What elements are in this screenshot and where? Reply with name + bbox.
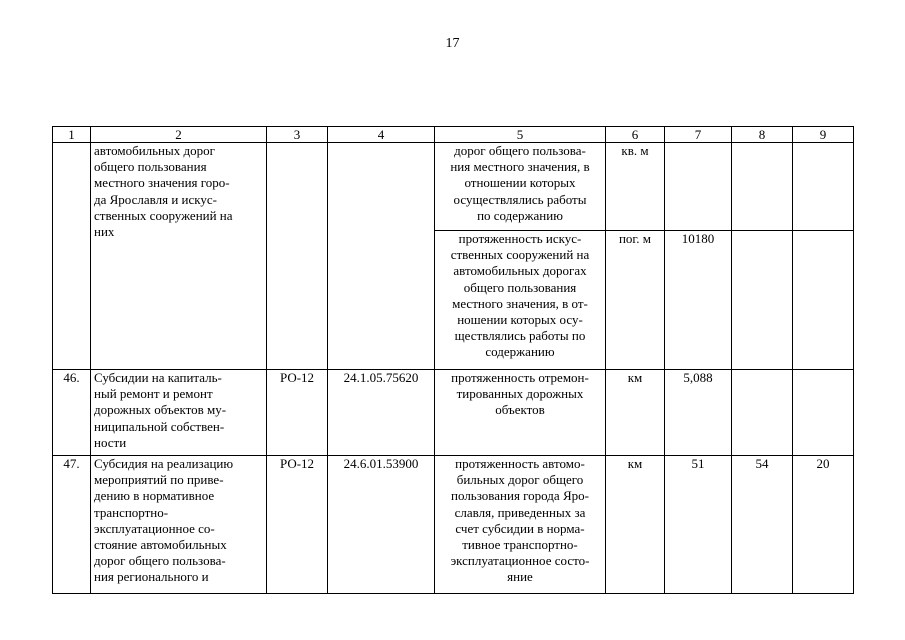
value-cell: 51	[665, 456, 732, 594]
row-number-cell: 46.	[53, 370, 91, 456]
indicator-line: протяженность автомо-	[455, 456, 585, 471]
indicator-line: автомобильных дорогах	[453, 263, 587, 279]
measure-name-line: ности	[94, 434, 127, 450]
budget-code-cell	[328, 143, 435, 370]
measure-name-line: ственных сооружений на	[94, 207, 233, 223]
value-cell	[732, 231, 793, 370]
measure-name-line: эксплуатационное со-	[94, 520, 215, 536]
indicator-line: яние	[507, 569, 533, 585]
indicator-line: протяженность искус-	[458, 231, 582, 246]
header-cell: 8	[732, 127, 793, 143]
indicator-line: ния местного значения, в	[450, 159, 590, 175]
measure-name-line: ния регионального и	[94, 569, 209, 585]
value-cell	[793, 143, 854, 231]
measure-name-line: дению в нормативное	[94, 488, 215, 504]
value-cell: 54	[732, 456, 793, 594]
executor-cell: РО-12	[267, 456, 328, 594]
indicator-line: тированных дорожных	[456, 386, 584, 402]
header-cell: 9	[793, 127, 854, 143]
measure-name-line: транспортно-	[94, 504, 169, 520]
indicator-line: пользования города Яро-	[451, 488, 589, 504]
measure-name-line: Субсидия на реализацию	[94, 456, 234, 471]
header-cell: 7	[665, 127, 732, 143]
value-cell	[732, 143, 793, 231]
measure-name-line: стояние автомобильных	[94, 537, 227, 553]
table-row	[53, 143, 854, 231]
indicator-line: отношении которых	[464, 175, 576, 191]
page-number: 17	[445, 36, 460, 51]
indicator-line: бильных дорог общего	[456, 472, 584, 488]
header-cell: 1	[53, 127, 91, 143]
program-indicators-table	[52, 126, 854, 594]
header-cell: 6	[606, 127, 665, 143]
indicator-line: объектов	[495, 402, 545, 418]
measure-name-line: Субсидии на капиталь-	[94, 370, 222, 385]
table-row	[53, 456, 854, 594]
indicator-line: тивное транспортно-	[462, 537, 578, 553]
indicator-line: общего пользования	[463, 279, 577, 295]
indicator-cell	[435, 231, 606, 370]
value-cell: 5,088	[665, 370, 732, 456]
indicator-line: счет субсидии в норма-	[455, 520, 585, 536]
measure-name-cell	[91, 370, 267, 456]
indicator-line: дорог общего пользова-	[454, 143, 586, 158]
indicator-line: местного значения, в от-	[452, 295, 588, 311]
measure-name-line: ный ремонт и ремонт	[94, 386, 213, 402]
unit-cell: км	[606, 370, 665, 456]
indicator-line: ношении которых осу-	[457, 312, 583, 328]
indicator-cell	[435, 456, 606, 594]
measure-name-line: да Ярославля и искус-	[94, 191, 218, 207]
indicator-line: по содержанию	[477, 207, 563, 223]
header-cell: 4	[328, 127, 435, 143]
value-cell: 10180	[665, 231, 732, 370]
indicator-line: содержанию	[485, 344, 555, 360]
indicator-cell	[435, 143, 606, 231]
indicator-line: осуществлялись работы	[453, 191, 587, 207]
measure-name-line: них	[94, 224, 115, 240]
table-row	[53, 370, 854, 456]
measure-name-line: общего пользования	[94, 159, 207, 175]
indicator-line: ществлялись работы по	[454, 328, 586, 344]
column-number-header-row	[53, 127, 854, 143]
header-cell: 5	[435, 127, 606, 143]
indicator-line: славля, приведенных за	[454, 504, 586, 520]
row-number-cell: 47.	[53, 456, 91, 594]
unit-cell: км	[606, 456, 665, 594]
measure-name-line: мероприятий по приве-	[94, 472, 224, 488]
measure-name-line: дорожных объектов му-	[94, 402, 227, 418]
measure-name-line: автомобильных дорог	[94, 143, 215, 158]
value-cell	[732, 370, 793, 456]
indicator-line: протяженность отремон-	[451, 370, 589, 385]
value-cell	[793, 370, 854, 456]
measure-name-line: ниципальной собствен-	[94, 418, 225, 434]
indicator-cell	[435, 370, 606, 456]
measure-name-line: дорог общего пользова-	[94, 553, 226, 569]
header-cell: 2	[91, 127, 267, 143]
measure-name-cell	[91, 456, 267, 594]
unit-cell: пог. м	[606, 231, 665, 370]
value-cell	[665, 143, 732, 231]
row-number-cell	[53, 143, 91, 370]
budget-code-cell: 24.1.05.75620	[328, 370, 435, 456]
measure-name-cell	[91, 143, 267, 370]
value-cell	[793, 231, 854, 370]
indicator-line: ственных сооружений на	[450, 247, 590, 263]
budget-code-cell: 24.6.01.53900	[328, 456, 435, 594]
measure-name-line: местного значения горо-	[94, 175, 230, 191]
value-cell: 20	[793, 456, 854, 594]
executor-cell	[267, 143, 328, 370]
indicator-line: эксплуатационное состо-	[450, 553, 590, 569]
unit-cell: кв. м	[606, 143, 665, 231]
header-cell: 3	[267, 127, 328, 143]
executor-cell: РО-12	[267, 370, 328, 456]
